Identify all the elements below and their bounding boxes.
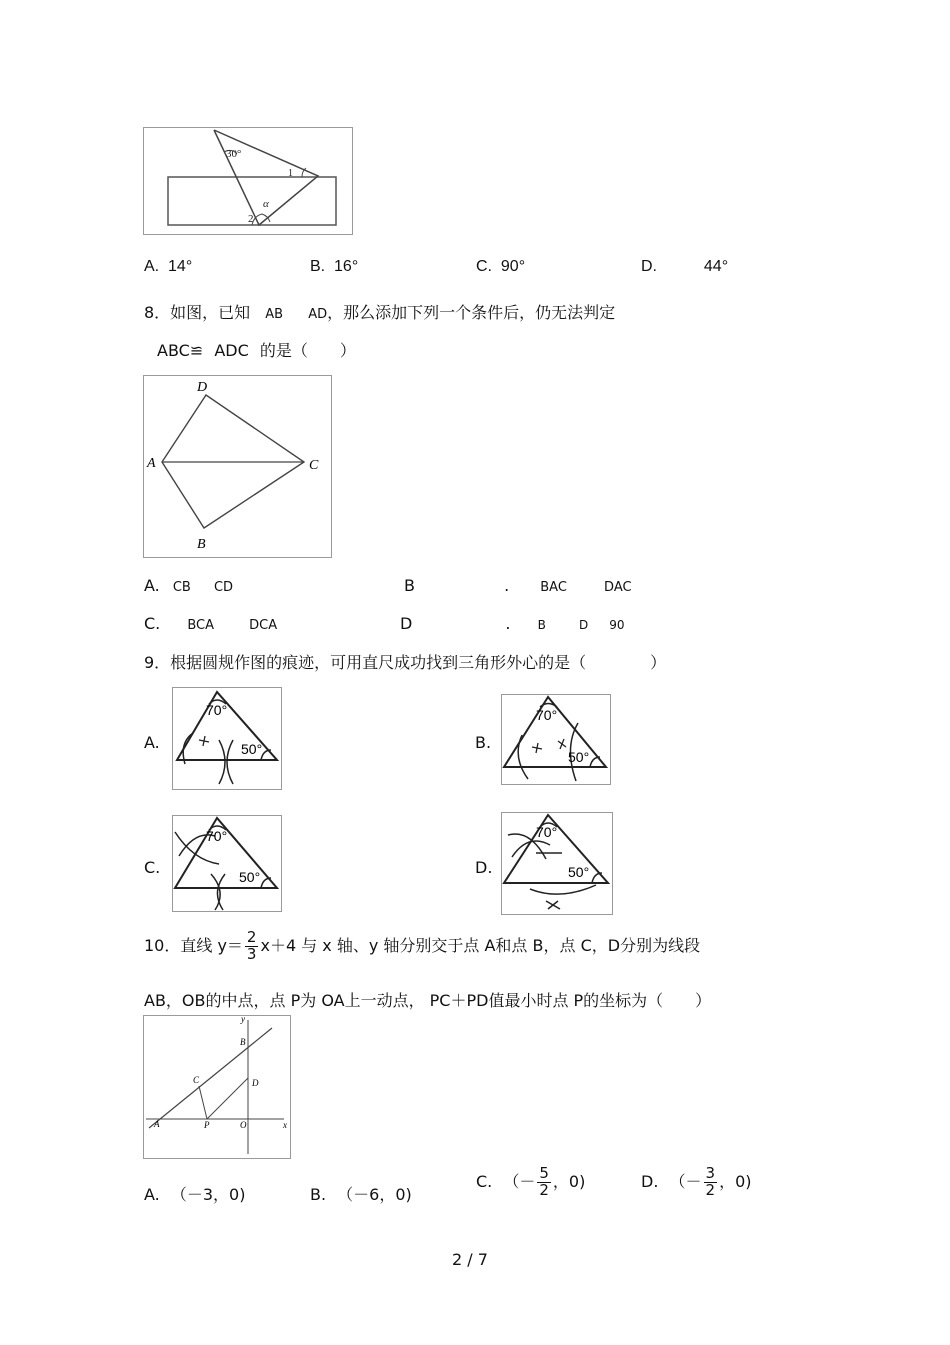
q10-stem-line1: 10．直线 y＝ $\frac{2}{3}$ x＋4 与 x 轴、y 轴分别交于点 A和点 B，点 C，D分别为线段 — [144, 928, 701, 963]
svg-text:70°: 70° — [206, 828, 228, 844]
svg-text:B: B — [240, 1037, 246, 1047]
q7-option-b[interactable]: B. 16° — [310, 258, 359, 275]
svg-text:α: α — [263, 198, 269, 210]
q7-figure — [143, 127, 353, 235]
q10-stem-line2: AB，OB的中点，点 P为 OA上一动点， PC＋PD值最小时点 P的坐标为（ ） — [144, 991, 712, 1010]
svg-text:C: C — [309, 458, 319, 473]
q9-option-a-letter[interactable]: A. — [144, 733, 160, 752]
q9-option-c-letter[interactable]: C. — [144, 858, 161, 877]
q9-figure-d[interactable] — [501, 812, 613, 915]
svg-text:50°: 50° — [568, 864, 590, 880]
q9-option-b-letter[interactable]: B. — [475, 733, 492, 752]
svg-text:50°: 50° — [568, 749, 590, 765]
page-number: 2 / 7 — [452, 1250, 488, 1269]
svg-text:70°: 70° — [206, 702, 228, 718]
svg-text:O: O — [240, 1120, 247, 1130]
q9-figure-c[interactable] — [172, 815, 282, 912]
svg-text:1: 1 — [288, 168, 293, 179]
q10-option-a[interactable]: A. （－3，0) — [144, 1185, 246, 1204]
q8-stem-line2: ABC≌ ADC 的是（ ） — [157, 341, 356, 360]
svg-text:B: B — [197, 537, 206, 552]
svg-text:C: C — [193, 1075, 200, 1085]
svg-text:D: D — [252, 1078, 259, 1088]
q10-option-c[interactable]: C. （－ $\frac{5}{2}$ ，0) — [476, 1164, 586, 1199]
svg-text:50°: 50° — [239, 869, 261, 885]
q8-option-d[interactable]: D . B D 90 — [400, 614, 625, 633]
q7-angle-30: 30° — [226, 148, 242, 160]
q7-option-a[interactable]: A. 14° — [144, 258, 193, 275]
svg-text:y: y — [241, 1016, 245, 1024]
q8-option-b[interactable]: B . BAC DAC — [404, 576, 632, 595]
svg-text:x: x — [283, 1120, 287, 1130]
svg-text:50°: 50° — [241, 741, 263, 757]
svg-text:A: A — [154, 1119, 160, 1129]
q10-figure — [143, 1015, 291, 1159]
q8-stem-line1: 8．如图，已知 AB AD，那么添加下列一个条件后，仍无法判定 — [144, 303, 616, 322]
svg-text:70°: 70° — [536, 824, 558, 840]
q8-option-c[interactable]: C. BCA DCA — [144, 614, 278, 633]
q9-stem: 9．根据圆规作图的痕迹，可用直尺成功找到三角形外心的是（ ） — [144, 653, 667, 672]
q9-figure-b[interactable] — [501, 694, 611, 785]
q7-option-d[interactable]: D. 44° — [641, 258, 729, 275]
q10-fraction: $\frac{2}{3}$ — [246, 928, 257, 963]
q9-figure-a[interactable] — [172, 687, 282, 790]
q7-option-c[interactable]: C. 90° — [476, 258, 526, 275]
svg-text:A: A — [147, 456, 156, 471]
svg-text:D: D — [197, 380, 208, 395]
q8-figure — [143, 375, 332, 558]
q9-option-d-letter[interactable]: D. — [475, 858, 493, 877]
q10-option-b[interactable]: B. （－6，0) — [310, 1185, 412, 1204]
q8-option-a[interactable]: A. CB CD — [144, 576, 234, 595]
svg-text:P: P — [204, 1120, 210, 1130]
svg-text:70°: 70° — [536, 707, 558, 723]
q10-option-d[interactable]: D. （－ $\frac{3}{2}$ ，0) — [641, 1164, 752, 1199]
svg-text:2: 2 — [248, 213, 254, 225]
